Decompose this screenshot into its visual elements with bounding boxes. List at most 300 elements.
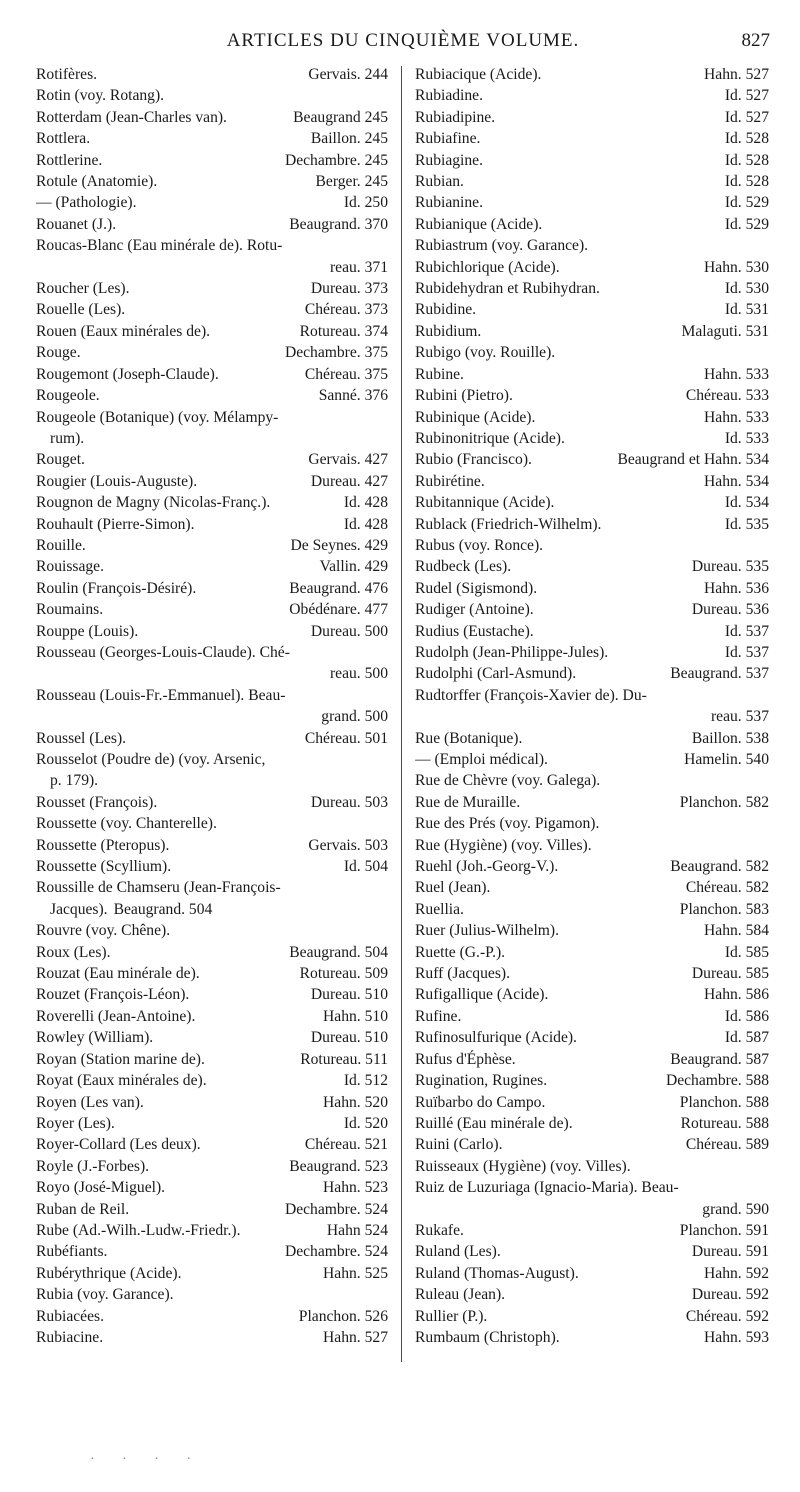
index-entry [36,1241,388,1262]
entry-title: Rouille. [36,536,86,554]
entry-title: Rubianine. [415,194,483,212]
entry-author-page: Planchon. 588 [679,1093,769,1111]
entry-author-page [763,835,769,856]
entry-author-page: Id. 537 [724,643,769,661]
entry-author-page: Dureau. 591 [691,1243,769,1261]
entry-line [415,514,769,535]
entry-title: Rudbeck (Les). [415,558,512,576]
entry-title: rum). [50,429,85,447]
entry-line [415,1284,769,1305]
index-entry [415,321,769,342]
entry-line [36,321,388,342]
index-entry [36,920,388,941]
entry-line [36,556,388,577]
index-entry [415,1049,769,1070]
index-entry [415,1092,769,1113]
entry-author-page: Id. 528 [724,151,769,169]
entry-line [415,685,769,706]
entry-line [415,1263,769,1284]
index-entry [415,899,769,920]
entry-author-page: Hahn. 534 [704,472,769,490]
entry-line [415,984,769,1005]
entry-line [415,792,769,813]
index-entry [36,1177,388,1198]
entry-title: Roussette (Pteropus). [36,836,170,854]
entry-line [415,1027,769,1048]
entry-line [36,1049,388,1070]
index-entry [415,471,769,492]
index-entry [415,342,769,363]
index-entry [36,535,388,556]
index-entry [36,278,388,299]
entry-title: Rottlerine. [36,151,103,169]
entry-title: Rubian. [415,173,464,191]
entry-author-page: Id. 527 [724,87,769,105]
entry-title: Rubéfiants. [36,1243,108,1261]
entry-author-page: Id. 531 [724,301,769,319]
entry-title: Rubus (voy. Ronce). [415,536,544,554]
entry-title: Rubiacine. [36,1328,104,1346]
entry-line [415,535,769,556]
entry-author-page [763,342,769,363]
entry-title: Roussette (voy. Chanterelle). [36,815,217,833]
index-entry [415,813,769,834]
entry-line [36,1263,388,1284]
entry-line [36,899,388,920]
entry-author-page [763,235,769,256]
entry-author-page [382,749,388,770]
entry-title: Roussel (Les). [36,729,127,747]
entry-author-page: reau. 500 [329,665,388,683]
entry-line [36,449,388,470]
entry-line [36,984,388,1005]
index-entry [415,278,769,299]
index-entry [415,942,769,963]
entry-author-page: Gervais. 503 [308,836,388,854]
entry-author-page: Id. 533 [724,429,769,447]
entry-line [415,1199,769,1220]
entry-author-page [382,1284,388,1305]
index-entry [36,984,388,1005]
entry-author-page: Dureau. 500 [310,622,388,640]
index-entry [36,171,388,192]
entry-line [36,428,388,449]
entry-author-page: Hahn. 527 [704,66,769,83]
entry-line [36,1177,388,1198]
entry-line [36,792,388,813]
entry-line [415,364,769,385]
entry-title: Rubidium. [415,322,482,340]
entry-author-page: Hahn. 530 [704,258,769,276]
entry-author-page: Id. 529 [724,215,769,233]
entry-line [36,107,388,128]
entry-title: Roucas-Blanc (Eau minérale de). Rotu- [36,237,283,255]
index-entry [36,877,388,920]
index-entry [415,770,769,791]
entry-line [415,1241,769,1262]
entry-title: Ruleau (Jean). [415,1286,506,1304]
entry-title: Ruette (G.-P.). [415,943,506,961]
entry-title: Ruban de Reil. [36,1200,130,1218]
entry-author-page: Hahn. 520 [323,1093,388,1111]
index-entry [415,621,769,642]
entry-title: Rotifères. [36,66,98,83]
entry-author-page: Rotureau. 588 [680,1114,769,1132]
entry-line [36,64,388,85]
entry-title: Royer (Les). [36,1114,115,1132]
entry-author-page: reau. 371 [329,258,388,276]
entry-line [36,1156,388,1177]
entry-title: Royan (Station marine de). [36,1050,205,1068]
entry-line [36,1241,388,1262]
entry-line [415,856,769,877]
entry-title: Rubia (voy. Garance). [36,1286,174,1304]
entry-title: Rouge. [36,344,81,362]
entry-line [36,578,388,599]
entry-line [415,621,769,642]
entry-author-page [382,685,388,706]
entry-author-page [382,407,388,428]
index-entry [36,1049,388,1070]
entry-title: Rue (Botanique). [415,729,523,747]
index-entry [36,1113,388,1134]
index-entry [36,1199,388,1220]
entry-line [415,877,769,898]
index-entry [415,128,769,149]
entry-author-page: Hahn 524 [326,1221,388,1239]
page-header [36,30,770,56]
entry-author-page: Beaugrand. 582 [670,858,769,876]
entry-author-page: Planchon. 526 [298,1307,388,1325]
entry-title: Rudtorffer (François-Xavier de). Du- [415,686,647,704]
entry-title: Rullier (P.). [415,1307,488,1325]
entry-line [415,192,769,213]
entry-line [36,364,388,385]
index-entry [415,835,769,856]
entry-line [36,1199,388,1220]
entry-author-page: Chéreau. 373 [304,301,388,319]
index-entry [36,321,388,342]
entry-line [415,492,769,513]
entry-author-page: Id. 527 [724,108,769,126]
entry-line [36,385,388,406]
index-entry [36,728,388,749]
entry-title: Rouelle (Les). [36,301,126,319]
index-entry [415,685,769,728]
entry-author-page [382,85,388,106]
column-divider [401,66,402,1362]
entry-line [415,1134,769,1155]
entry-line [36,299,388,320]
index-entry [36,342,388,363]
entry-author-page: Malaguti. 531 [681,322,769,340]
entry-author-page: Beaugrand. 370 [289,215,388,233]
entry-title: Royo (José-Miguel). [36,1179,166,1197]
entry-line [36,192,388,213]
entry-author-page: Planchon. 591 [679,1221,769,1239]
index-entry [36,621,388,642]
index-entry [415,385,769,406]
entry-author-page: Chéreau. 592 [685,1307,769,1325]
index-entry [36,299,388,320]
index-entry [36,942,388,963]
entry-line [415,1177,769,1198]
index-entry [36,1327,388,1348]
entry-title: Rowley (William). [36,1029,154,1047]
entry-title: Rouen (Eaux minérales de). [36,322,211,340]
entry-author-page: Chéreau. 582 [685,879,769,897]
entry-author-page [763,1156,769,1177]
index-entry [415,920,769,941]
entry-title: Rubinique (Acide). [415,408,536,426]
entry-line [415,920,769,941]
entry-title: Rufigallique (Acide). [415,986,549,1004]
entry-line [36,278,388,299]
entry-line [415,107,769,128]
index-entry [36,192,388,213]
entry-author-page: Beaugrand et Hahn. 534 [617,451,769,469]
index-entry [415,963,769,984]
entry-author-page: Beaugrand. 523 [289,1157,388,1175]
entry-line [415,749,769,770]
index-entry [36,1284,388,1305]
index-entry [36,813,388,834]
entry-title: Rube (Ad.-Wilh.-Ludw.-Friedr.). [36,1221,241,1239]
entry-author-page: grand. 590 [702,1200,769,1218]
entry-title: Rukafe. [415,1221,464,1239]
entry-title: Roussette (Scyllium). [36,858,172,876]
entry-title: Rubine. [415,365,464,383]
entry-author-page: Id. 428 [343,494,388,512]
index-entry [36,385,388,406]
entry-author-page [763,685,769,706]
entry-title: Rouhault (Pierre-Simon). [36,515,195,533]
entry-line [415,85,769,106]
entry-line [415,1092,769,1113]
entry-title: Rubiagine. [415,151,483,169]
entry-author-page: Id. 529 [724,194,769,212]
entry-line [36,1070,388,1091]
entry-title: Rousset (François). [36,793,158,811]
entry-title: Rudiger (Antoine). [415,601,534,619]
index-entry [415,556,769,577]
index-entry [415,1027,769,1048]
entry-line [415,1220,769,1241]
index-entry [415,599,769,620]
entry-line [36,685,388,706]
entry-title: Rubidine. [415,301,477,319]
entry-author-page: Chéreau. 375 [304,365,388,383]
entry-author-page: Rotureau. 509 [299,965,388,983]
entry-author-page [763,770,769,791]
entry-line [36,942,388,963]
entry-title: Rubio (Francisco). [415,451,532,469]
entry-title: Rubérythrique (Acide). [36,1264,182,1282]
index-entry [36,1134,388,1155]
entry-title: — (Emploi médical). [415,751,548,768]
entry-title: Rougemont (Joseph-Claude). [36,365,219,383]
entry-author-page: Gervais. 427 [308,451,388,469]
entry-author-page: Hahn. 510 [323,1007,388,1025]
entry-author-page: Id. 534 [724,494,769,512]
entry-author-page: Beaugrand. 504 [113,900,213,918]
entry-line [36,835,388,856]
entry-author-page: Beaugrand. 476 [289,579,388,597]
entry-line [415,599,769,620]
index-entry [36,1220,388,1241]
entry-author-page [763,535,769,556]
entry-title: Rougeole. [36,387,100,405]
entry-line [36,342,388,363]
entry-line [415,407,769,428]
entry-title: Ruini (Carlo). [415,1136,503,1154]
entry-line [36,1134,388,1155]
entry-author-page: Dureau. 535 [691,558,769,576]
entry-author-page: Planchon. 582 [679,793,769,811]
entry-title: Roussille de Chamseru (Jean-François- [36,879,281,897]
entry-title: Rudolph (Jean-Philippe-Jules). [415,643,609,661]
entry-author-page: Hamelin. 540 [684,751,769,768]
index-entry [415,877,769,898]
entry-author-page [763,1177,769,1198]
entry-author-page: Dechambre. 524 [284,1200,388,1218]
entry-line [415,578,769,599]
index-entry [415,984,769,1005]
entry-line [36,1220,388,1241]
entry-author-page: Baillon. 245 [310,130,388,148]
index-entry [415,514,769,535]
entry-author-page: Id. 587 [724,1029,769,1047]
entry-line [36,599,388,620]
entry-author-page: Dureau. 536 [691,601,769,619]
index-entry [36,214,388,235]
index-entry [415,1156,769,1177]
entry-line [415,942,769,963]
entry-author-page: Beaugrand 245 [293,108,388,126]
entry-title: Rudius (Eustache). [415,622,534,640]
entry-author-page [84,428,90,449]
index-entry [415,535,769,556]
entry-title: Ruff (Jacques). [415,965,510,983]
entry-title: Rouissage. [36,558,105,576]
entry-title: Roverelli (Jean-Antoine). [36,1007,196,1025]
entry-title: Rousselot (Poudre de) (voy. Arsenic, [36,751,266,768]
entry-author-page: Dureau. 592 [691,1286,769,1304]
entry-title: Rubiadipine. [415,108,496,126]
entry-line [36,770,388,791]
index-entry [415,1306,769,1327]
entry-author-page: Rotureau. 511 [300,1050,388,1068]
entry-line [36,1027,388,1048]
entry-title: Rousseau (Louis-Fr.-Emmanuel). Beau- [36,686,286,704]
entry-author-page: Beaugrand. 537 [670,665,769,683]
index-entry [415,792,769,813]
entry-title: Rue (Hygiène) (voy. Villes). [415,836,592,854]
entry-author-page: Id. 512 [343,1072,388,1090]
entry-line [415,171,769,192]
entry-author-page: Chéreau. 533 [685,387,769,405]
index-entry [415,578,769,599]
entry-title: Rubitannique (Acide). [415,494,555,512]
entry-title: Rotin (voy. Rotang). [36,87,165,105]
entry-author-page: grand. 500 [321,708,388,726]
entry-line [36,749,388,770]
index-entry [415,1177,769,1220]
index-entry [36,514,388,535]
entry-title: Rufus d'Éphèse. [415,1050,516,1068]
entry-line [36,235,388,256]
index-entry [36,578,388,599]
entry-title: Royer-Collard (Les deux). [36,1136,201,1154]
entry-line [36,621,388,642]
entry-author-page: Dureau. 373 [310,280,388,298]
footer-dots: · · · · [90,1452,204,1467]
entry-author-page: Berger. 245 [315,173,388,191]
entry-line [36,257,388,278]
entry-title: Rubigo (voy. Rouille). [415,344,556,362]
entry-line [36,1092,388,1113]
entry-author-page: Hahn. 527 [323,1328,388,1346]
entry-title: Royle (J.-Forbes). [36,1157,150,1175]
index-entry [415,492,769,513]
entry-title: Rubichlorique (Acide). [415,258,560,276]
index-entry [36,1306,388,1327]
entry-author-page: Hahn. 523 [323,1179,388,1197]
entry-author-page: Hahn. 533 [704,365,769,383]
entry-line [415,1306,769,1327]
entry-title: Ruiz de Luzuriaga (Ignacio-Maria). Beau- [415,1179,679,1197]
entry-author-page: Id. 504 [343,858,388,876]
entry-line [415,214,769,235]
index-column-left [36,64,388,1348]
index-entry [36,449,388,470]
entry-title: Rouget. [36,451,85,469]
entry-line [415,128,769,149]
entry-title: Ruïbarbo do Campo. [415,1093,546,1111]
index-entry [415,428,769,449]
index-entry [415,299,769,320]
entry-line [415,642,769,663]
entry-line [36,877,388,898]
entry-author-page: Beaugrand. 587 [670,1050,769,1068]
entry-line [36,856,388,877]
entry-title: Rubiadine. [415,87,483,105]
entry-line [36,1006,388,1027]
entry-author-page: Dechambre. 245 [284,151,388,169]
entry-author-page: Id. 585 [724,943,769,961]
index-entry [415,257,769,278]
entry-line [36,1113,388,1134]
entry-line [415,1049,769,1070]
entry-line [415,1113,769,1134]
index-entry [36,749,388,792]
entry-author-page: Dureau. 503 [310,793,388,811]
index-entry [36,235,388,278]
entry-author-page: Dureau. 510 [310,986,388,1004]
index-entry [36,856,388,877]
entry-title: Rouzat (Eau minérale de). [36,965,200,983]
entry-title: Rubiafine. [415,130,481,148]
entry-author-page: Dechambre. 524 [284,1243,388,1261]
entry-author-page: Dureau. 585 [691,965,769,983]
entry-title: Rubinonitrique (Acide). [415,429,565,447]
entry-line [36,728,388,749]
entry-line [415,471,769,492]
entry-line [36,471,388,492]
entry-title: Rouzet (François-Léon). [36,986,190,1004]
index-entry [36,492,388,513]
index-entry [36,599,388,620]
